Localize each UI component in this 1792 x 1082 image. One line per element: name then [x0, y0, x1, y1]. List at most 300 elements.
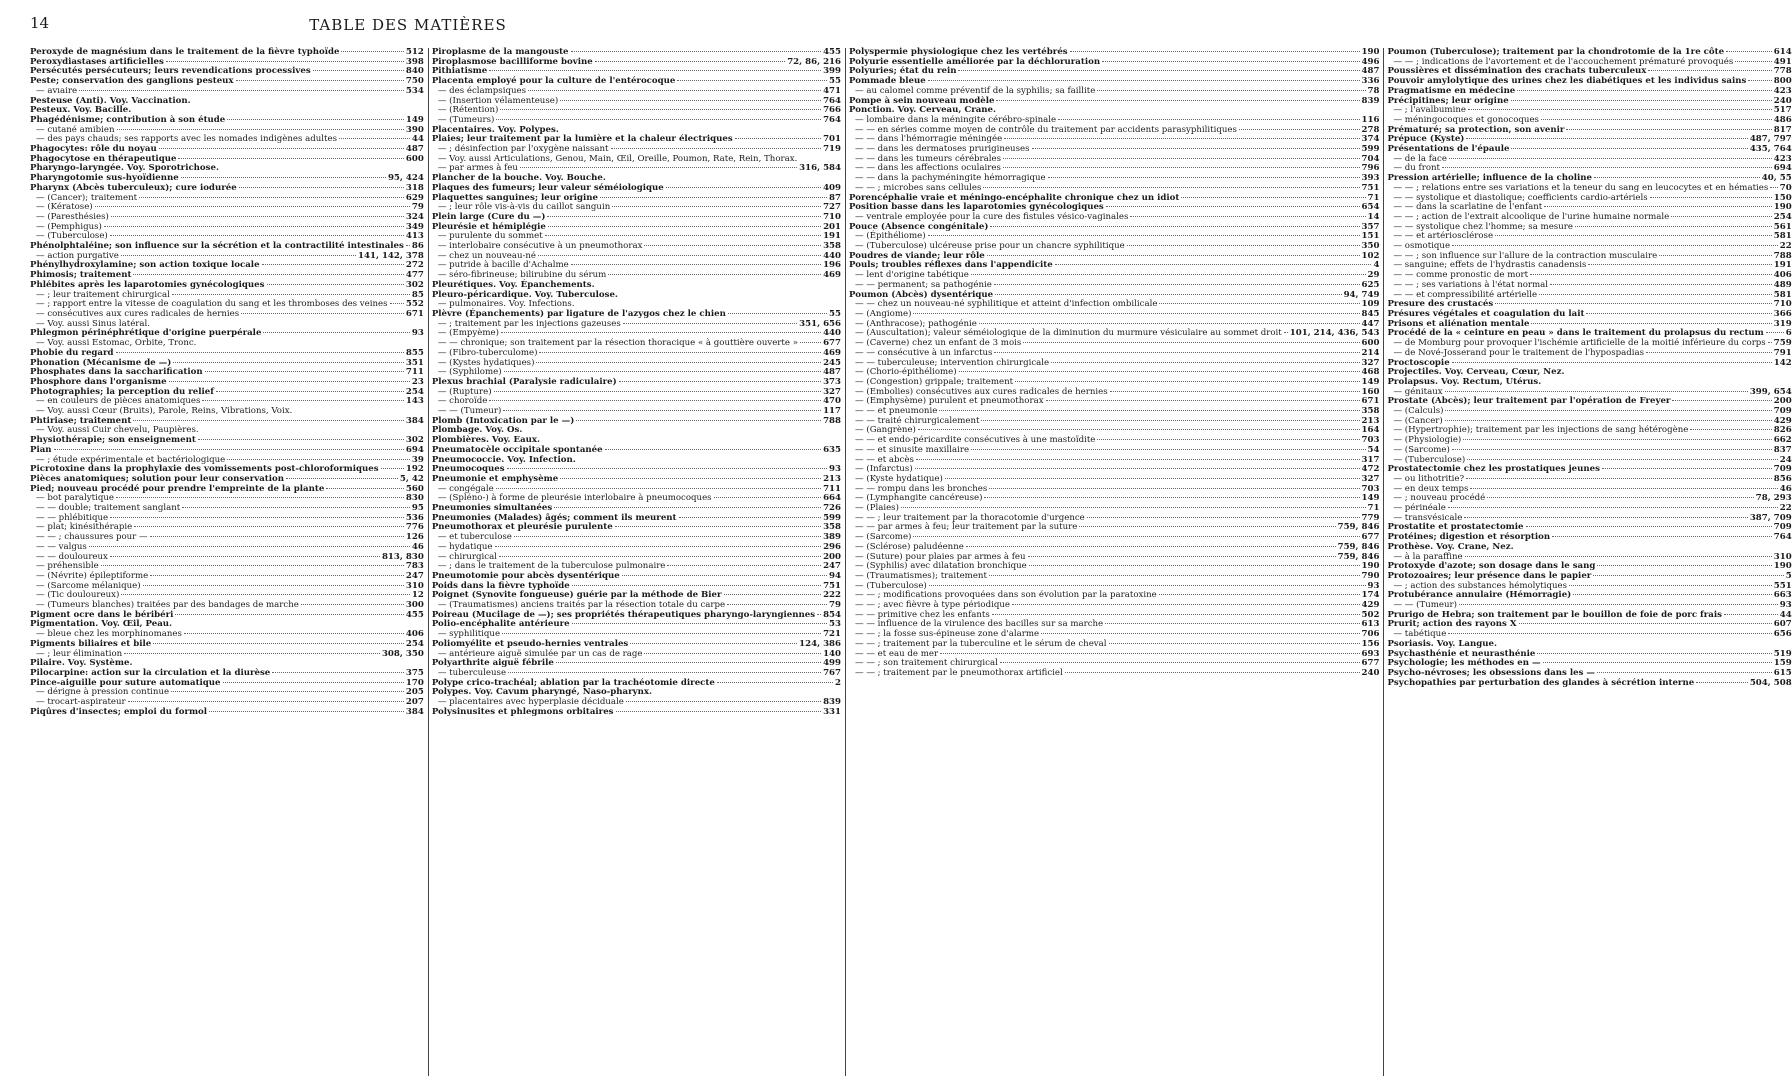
index-entry: [30, 708, 424, 718]
entry-page-ref: 406: [405, 629, 424, 640]
dot-leader: [1672, 400, 1771, 401]
entry-term: — — dans les tumeurs cérébrales: [855, 153, 1002, 164]
entry-term: — putride à bacille d'Achalme: [437, 260, 569, 271]
entry-page-ref: 200: [1773, 396, 1792, 407]
entry-page-ref: 205: [405, 687, 424, 698]
dot-leader: [507, 468, 827, 469]
entry-page-ref: 663: [1773, 590, 1792, 601]
dot-leader: [560, 478, 821, 479]
entry-page-ref: 703: [1361, 435, 1380, 446]
entry-term: Pian: [30, 444, 52, 455]
entry-page-ref: 308, 350: [381, 648, 424, 659]
dot-leader: [1566, 129, 1771, 130]
entry-page-ref: 384: [405, 706, 424, 717]
entry-page-ref: 764: [1773, 532, 1792, 543]
dot-leader: [1573, 594, 1772, 595]
dot-leader: [1445, 420, 1772, 421]
entry-page-ref: 393: [1361, 173, 1380, 184]
entry-page-ref: 351, 656: [799, 318, 842, 329]
entry-page-ref: 5: [1785, 570, 1792, 581]
entry-term: — — et sinusite maxillaire: [855, 444, 970, 455]
entry-page-ref: 93: [1779, 600, 1792, 611]
entry-term: Presure des crustacés: [1387, 299, 1494, 310]
entry-term: Pneumothorax et pleurésie purulente: [431, 522, 613, 533]
entry-page-ref: 704: [1361, 153, 1380, 164]
entry-term: — séro-fibrineuse; bilirubine du sérum: [437, 270, 607, 281]
entry-term: — — ; son influence sur l'allure de la contraction musculaire: [1393, 250, 1658, 261]
dot-leader: [502, 633, 821, 634]
entry-page-ref: 654: [1361, 202, 1380, 213]
index-entry: [1387, 155, 1791, 165]
entry-page-ref: 40, 55: [1761, 173, 1792, 184]
entry-term: Plaques des fumeurs; leur valeur séméiologique: [431, 182, 664, 193]
entry-term: — (Syphilis) avec dilatation bronchique: [855, 561, 1027, 572]
entry-term: — (Kératose): [36, 202, 93, 213]
dot-leader: [915, 468, 1360, 469]
entry-term: Phagédénisme; contribution à son étude: [30, 114, 226, 125]
entry-term: Présentations de l'épaule: [1387, 144, 1510, 155]
entry-page-ref: 23: [411, 376, 424, 387]
entry-page-ref: 126: [405, 532, 424, 543]
entry-term: Pharyngo-laryngée. Voy. Sporotrichose.: [30, 163, 219, 174]
entry-term: — consécutives aux cures radicales de hernies: [36, 308, 240, 319]
entry-term: — (Angiome): [855, 308, 912, 319]
dot-leader: [1552, 536, 1772, 537]
entry-page-ref: 201: [823, 221, 842, 232]
dot-leader: [995, 294, 1341, 295]
dot-leader: [128, 701, 404, 702]
entry-page-ref: 124, 386: [799, 638, 842, 649]
entry-term: Pleurésie et hémiplégie: [431, 221, 546, 232]
entry-page-ref: 53: [829, 619, 842, 630]
entry-term: — — permanent; sa pathogénie: [855, 279, 992, 290]
dot-leader: [227, 119, 404, 120]
entry-page-ref: 783: [405, 561, 424, 572]
dot-leader: [918, 429, 1360, 430]
dot-leader: [1087, 517, 1360, 518]
dot-leader: [286, 478, 398, 479]
dot-leader: [901, 507, 1366, 508]
dot-leader: [611, 148, 822, 149]
dot-leader: [644, 245, 821, 246]
entry-term: Ponction. Voy. Cerveau, Crane.: [849, 105, 996, 116]
entry-term: — ; rapport entre la vitesse de coagulation du sang et les thromboses des veines: [36, 299, 388, 310]
entry-term: — — ; traitement par la tuberculine et le sérum de cheval: [855, 638, 1107, 649]
dot-leader: [79, 90, 404, 91]
entry-page-ref: 496: [1361, 56, 1380, 67]
entry-term: — — ; leur traitement par la thoracotomie d'urgence: [855, 512, 1085, 523]
entry-term: Placentaires. Voy. Polypes.: [431, 124, 559, 135]
entry-page-ref: 46: [411, 541, 424, 552]
index-entry: [849, 669, 1379, 679]
dot-leader: [1079, 526, 1335, 527]
entry-page-ref: 406: [1773, 270, 1792, 281]
entry-term: — (Cancer); traitement: [36, 192, 138, 203]
dot-leader: [182, 507, 410, 508]
entry-page-ref: 12: [411, 590, 424, 601]
index-entry: [849, 446, 1379, 456]
index-column-3: [845, 48, 1379, 1076]
entry-term: Phosphates dans la saccharification: [30, 367, 203, 378]
dot-leader: [1159, 303, 1359, 304]
entry-term: — méningocoques et gonocoques: [1393, 114, 1539, 125]
entry-term: — — et abcès: [855, 454, 914, 465]
entry-term: Pithiatisme: [431, 66, 488, 77]
dot-leader: [520, 167, 797, 168]
entry-page-ref: 93: [829, 464, 842, 475]
entry-term: Plomb (Intoxication par le —): [431, 415, 575, 426]
entry-term: — — dans la pachyméningite hémorragique: [855, 173, 1046, 184]
dot-leader: [496, 488, 821, 489]
dot-leader: [1000, 662, 1360, 663]
dot-leader: [1602, 468, 1772, 469]
entry-term: Prurigo de Hebra; son traitement par le bouillon de foie de porc frais: [1387, 609, 1722, 620]
entry-term: Pilaire. Voy. Système.: [30, 658, 133, 669]
entry-term: Poids dans la fièvre typhoïde: [431, 580, 570, 591]
dot-leader: [623, 323, 797, 324]
dot-leader: [1452, 449, 1772, 450]
entry-term: Polyuries; état du rein: [849, 66, 957, 77]
entry-term: — (Calculs): [1393, 406, 1444, 417]
entry-page-ref: 469: [823, 347, 842, 358]
dot-leader: [267, 284, 404, 285]
entry-page-ref: 24: [1779, 454, 1792, 465]
entry-term: — (Traumatismes); traitement: [855, 570, 987, 581]
entry-term: Pleurétiques. Voy. Épanchements.: [431, 279, 595, 290]
entry-page-ref: 349: [405, 221, 424, 232]
entry-term: — (Sclérose) paludéenne: [855, 541, 964, 552]
entry-term: — Voy. aussi Articulations, Genou, Main, Œil, Oreille, Poumon, Rate, Rein, Thorax.: [437, 153, 798, 164]
dot-leader: [494, 391, 822, 392]
entry-term: Phagocytes: rôle du noyau: [30, 144, 157, 155]
dot-leader: [111, 216, 404, 217]
entry-term: — — dans les dermatoses prurigineuses: [855, 144, 1030, 155]
entry-page-ref: 302: [405, 435, 424, 446]
dot-leader: [1448, 633, 1771, 634]
dot-leader: [1726, 51, 1772, 52]
entry-term: Porencéphalie vraie et méningo-encéphalite chronique chez un idiot: [849, 192, 1180, 203]
dot-leader: [1593, 575, 1783, 576]
entry-term: — chirurgical: [437, 551, 497, 562]
entry-page-ref: 170: [405, 677, 424, 688]
entry-term: — — et artériosclérose: [1393, 231, 1494, 242]
dot-leader: [301, 604, 404, 605]
dot-leader: [724, 594, 822, 595]
entry-page-ref: 149: [1361, 376, 1380, 387]
dot-leader: [1012, 604, 1360, 605]
index-entry: [30, 436, 424, 446]
entry-term: — cutané amibien: [36, 124, 115, 135]
entry-page-ref: 839: [823, 697, 842, 708]
entry-page-ref: 759: [1773, 338, 1792, 349]
dot-leader: [313, 70, 404, 71]
entry-term: — (Tuberculose): [36, 231, 108, 242]
entry-page-ref: 750: [405, 76, 424, 87]
entry-term: — du front: [1393, 163, 1441, 174]
dot-leader: [1106, 206, 1360, 207]
entry-term: — (Tumeurs): [437, 114, 495, 125]
entry-term: Psychologie; les méthodes en —: [1387, 658, 1541, 669]
dot-leader: [1495, 303, 1772, 304]
dot-leader: [489, 400, 821, 401]
entry-term: — par armes à feu: [437, 163, 518, 174]
entry-page-ref: 826: [1773, 425, 1792, 436]
entry-page-ref: 141, 142, 378: [358, 250, 424, 261]
index-entry: [1387, 407, 1791, 417]
index-entry: [1387, 378, 1791, 388]
dot-leader: [1537, 653, 1771, 654]
entry-page-ref: 486: [1773, 114, 1792, 125]
entry-page-ref: 399, 654: [1749, 386, 1792, 397]
entry-page-ref: 710: [1773, 299, 1792, 310]
dot-leader: [239, 187, 404, 188]
entry-page-ref: 302: [405, 279, 424, 290]
dot-leader: [236, 80, 404, 81]
index-entry: [849, 572, 1379, 582]
dot-leader: [1105, 623, 1359, 624]
entry-term: Peroxydiastases artificielles: [30, 56, 164, 67]
entry-page-ref: 71: [1367, 192, 1380, 203]
dot-leader: [1659, 255, 1772, 256]
dot-leader: [1463, 439, 1771, 440]
entry-page-ref: 101, 214, 436, 543: [1289, 328, 1380, 339]
entry-term: Piroplasme de la mangouste: [431, 47, 569, 57]
entry-page-ref: 581: [1773, 231, 1792, 242]
entry-term: — (Kyste hydatique): [855, 473, 943, 484]
entry-term: Pouls; troubles réflexes dans l'appendicite: [849, 260, 1053, 271]
entry-term: Pigment ocre dans le béribéri: [30, 609, 174, 620]
dot-leader: [1467, 459, 1777, 460]
dot-leader: [1051, 362, 1359, 363]
entry-term: Poignet (Synovite fongueuse) guérie par la méthode de Bier: [431, 590, 722, 601]
dot-leader: [677, 80, 827, 81]
entry-page-ref: 778: [1773, 66, 1792, 77]
entry-term: Pneumotomie pour abcès dysentérique: [431, 570, 620, 581]
index-entry: [432, 378, 841, 388]
entry-page-ref: 70: [1779, 182, 1792, 193]
dot-leader: [554, 507, 821, 508]
entry-page-ref: 102: [1361, 250, 1380, 261]
entry-page-ref: 318: [405, 182, 424, 193]
dot-leader: [406, 245, 410, 246]
entry-page-ref: 551: [1773, 580, 1792, 591]
entry-page-ref: 487: [405, 144, 424, 155]
entry-page-ref: 95, 424: [387, 173, 424, 184]
dot-leader: [1004, 138, 1359, 139]
dot-leader: [121, 255, 356, 256]
dot-leader: [1594, 177, 1760, 178]
entry-page-ref: 150: [1773, 192, 1792, 203]
entry-term: — lent d'origine tabétique: [855, 270, 969, 281]
entry-page-ref: 751: [1361, 182, 1380, 193]
dot-leader: [1543, 662, 1772, 663]
entry-page-ref: 254: [1773, 211, 1792, 222]
entry-term: — trocart-aspirateur: [36, 697, 126, 708]
entry-page-ref: 190: [1361, 47, 1380, 57]
dot-leader: [608, 274, 821, 275]
dot-leader: [560, 100, 821, 101]
entry-term: — (Fibro-tuberculome): [437, 347, 538, 358]
dot-leader: [133, 420, 404, 421]
entry-term: Pragmatisme en médecine: [1387, 85, 1516, 96]
entry-term: Présures végétales et coagulation du lait: [1387, 308, 1585, 319]
dot-leader: [1544, 206, 1771, 207]
entry-page-ref: 429: [1773, 415, 1792, 426]
entry-term: Polysinusites et phlegmons orbitaires: [431, 706, 614, 717]
entry-page-ref: 711: [823, 483, 842, 494]
entry-page-ref: 247: [823, 561, 842, 572]
entry-page-ref: 447: [1361, 318, 1380, 329]
entry-term: — — ; indications de l'avortement et de l'accouchement prématuré provoqués: [1393, 56, 1734, 67]
entry-page-ref: 399: [823, 66, 842, 77]
entry-term: — (Lymphangite cancéreuse): [855, 493, 983, 504]
entry-term: — (Embolies) consécutives aux cures radicales de hernies: [855, 386, 1108, 397]
dot-leader: [1597, 565, 1771, 566]
dot-leader: [209, 711, 404, 712]
entry-term: — ; leur rôle vis-à-vis du caillot sanguin: [437, 202, 611, 213]
dot-leader: [981, 420, 1359, 421]
entry-page-ref: 854: [823, 609, 842, 620]
entry-page-ref: 600: [405, 153, 424, 164]
dot-leader: [989, 575, 1360, 576]
entry-page-ref: 759, 846: [1337, 551, 1380, 562]
entry-page-ref: 117: [823, 406, 842, 417]
entry-page-ref: 423: [1773, 85, 1792, 96]
entry-term: Poliomyélite et pseudo-hernies ventrales: [431, 638, 629, 649]
entry-term: — — dans l'hémorragie méningée: [855, 134, 1003, 145]
dot-leader: [817, 614, 821, 615]
dot-leader: [1449, 158, 1772, 159]
entry-term: — — dans les affections oculaires: [855, 163, 1001, 174]
entry-page-ref: 191: [823, 231, 842, 242]
dot-leader: [1517, 90, 1771, 91]
entry-page-ref: 190: [1361, 561, 1380, 572]
entry-page-ref: 856: [1773, 473, 1792, 484]
entry-page-ref: 272: [405, 260, 424, 271]
entry-term: Poireau (Mucilage de —); ses propriétés thérapeutiques pharyngo-laryngiennes: [431, 609, 816, 620]
dot-leader: [508, 672, 821, 673]
entry-term: — — par armes à feu; leur traitement par la suture: [855, 522, 1078, 533]
dot-leader: [916, 459, 1360, 460]
entry-term: — — ; son traitement chirurgical: [855, 658, 998, 669]
dot-leader: [612, 206, 821, 207]
entry-term: — plat; kinésithérapie: [36, 522, 133, 533]
entry-term: — — rompu dans les bronches: [855, 483, 988, 494]
index-entry: [1387, 145, 1791, 155]
dot-leader: [983, 187, 1359, 188]
entry-term: — ; désinfection par l'oxygène naissant: [437, 144, 609, 155]
dot-leader: [1690, 429, 1771, 430]
entry-page-ref: 662: [1773, 435, 1792, 446]
entry-term: — — systolique et diastolique; coefficients cardio-artériels: [1393, 192, 1648, 203]
dot-leader: [133, 274, 403, 275]
dot-leader: [1768, 342, 1772, 343]
entry-term: — des pays chauds; ses rapports avec les nomades indigènes adultes: [36, 134, 338, 145]
dot-leader: [1109, 643, 1360, 644]
entry-page-ref: 55: [829, 308, 842, 319]
entry-term: — en couleurs de pièces anatomiques: [36, 396, 201, 407]
entry-term: — (Auscultation); valeur séméiologique de la diminution du murmure vésiculaire au sommet droit: [855, 328, 1282, 339]
entry-term: — — et compressibilité artérielle: [1393, 289, 1538, 300]
dot-leader: [545, 235, 821, 236]
dot-leader: [1070, 51, 1360, 52]
dot-leader: [1023, 342, 1359, 343]
dot-leader: [1015, 381, 1359, 382]
entry-term: Pesteuse (Anti). Voy. Vaccination.: [30, 95, 191, 106]
entry-page-ref: 87: [829, 192, 842, 203]
dot-leader: [1065, 672, 1360, 673]
entry-page-ref: 788: [823, 415, 842, 426]
entry-page-ref: 245: [823, 357, 842, 368]
entry-term: Phénolphtaléine; son influence sur la sécrétion et la contractilité intestinales: [30, 241, 404, 252]
dot-leader: [600, 197, 827, 198]
page-title: TABLE DES MATIÈRES: [309, 16, 507, 34]
entry-term: Position basse dans les laparotomies gynécologiques: [849, 202, 1104, 213]
index-entry: [849, 456, 1379, 466]
dot-leader: [1671, 216, 1772, 217]
dot-leader: [143, 585, 404, 586]
entry-term: Phlegmon périnéphrétique d'origine puerpérale: [30, 328, 262, 339]
entry-page-ref: 613: [1361, 619, 1380, 630]
entry-term: Pression artérielle; influence de la choline: [1387, 173, 1592, 184]
entry-term: — — chez un nouveau-né syphilitique et atteint d'infection ombilicale: [855, 299, 1158, 310]
entry-page-ref: 140: [823, 648, 842, 659]
entry-term: Prisons et aliénation mentale: [1387, 318, 1530, 329]
dot-leader: [263, 332, 409, 333]
entry-page-ref: 200: [823, 551, 842, 562]
entry-page-ref: 677: [1361, 532, 1380, 543]
dot-leader: [992, 614, 1360, 615]
entry-page-ref: 190: [1773, 561, 1792, 572]
entry-term: — et tuberculose: [437, 532, 512, 543]
entry-term: Pince-aiguille pour suture automatique: [30, 677, 221, 688]
entry-page-ref: 599: [823, 512, 842, 523]
dot-leader: [1181, 197, 1365, 198]
entry-term: Poumon (Abcès) dysentérique: [849, 289, 994, 300]
entry-term: Précipitines; leur origine: [1387, 95, 1509, 106]
entry-page-ref: 759, 846: [1337, 541, 1380, 552]
entry-term: Procédé de la « ceinture en peau » dans le traitement du prolapsus du rectum: [1387, 328, 1764, 339]
index-entry: [1387, 494, 1791, 504]
entry-term: Psoriasis. Voy. Langue.: [1387, 638, 1497, 649]
dot-leader: [495, 546, 822, 547]
entry-page-ref: 709: [1773, 522, 1792, 533]
entry-term: — — tuberculeuse; intervention chirurgicale: [855, 357, 1050, 368]
dot-leader: [1452, 362, 1772, 363]
entry-term: Pigmentation. Voy. Œil, Peau.: [30, 619, 173, 630]
dot-leader: [958, 70, 1359, 71]
dot-leader: [1539, 294, 1772, 295]
entry-term: Plaies; leur traitement par la lumière et la chaleur électriques: [431, 134, 733, 145]
entry-page-ref: 192: [405, 464, 424, 475]
page-header: [30, 14, 786, 38]
dot-leader: [1526, 526, 1772, 527]
entry-page-ref: 327: [823, 386, 842, 397]
dot-leader: [198, 439, 404, 440]
dot-leader: [996, 100, 1359, 101]
entry-term: Phlébites après les laparotomies gynécologiques: [30, 279, 265, 290]
entry-term: — (Suture) pour plaies par armes à feu: [855, 551, 1026, 562]
dot-leader: [381, 468, 404, 469]
entry-term: Piqûres d'insectes; emploi du formol: [30, 706, 208, 717]
dot-leader: [499, 556, 821, 557]
entry-term: Prothèse. Voy. Crane, Nez.: [1387, 541, 1514, 552]
entry-page-ref: 502: [1361, 609, 1380, 620]
entry-term: Pneumonies (Malades) âgés; comment ils meurent: [431, 512, 677, 523]
dot-leader: [1530, 274, 1772, 275]
entry-page-ref: 164: [1361, 425, 1380, 436]
entry-term: — interlobaire consécutive à un pneumothorax: [437, 241, 643, 252]
